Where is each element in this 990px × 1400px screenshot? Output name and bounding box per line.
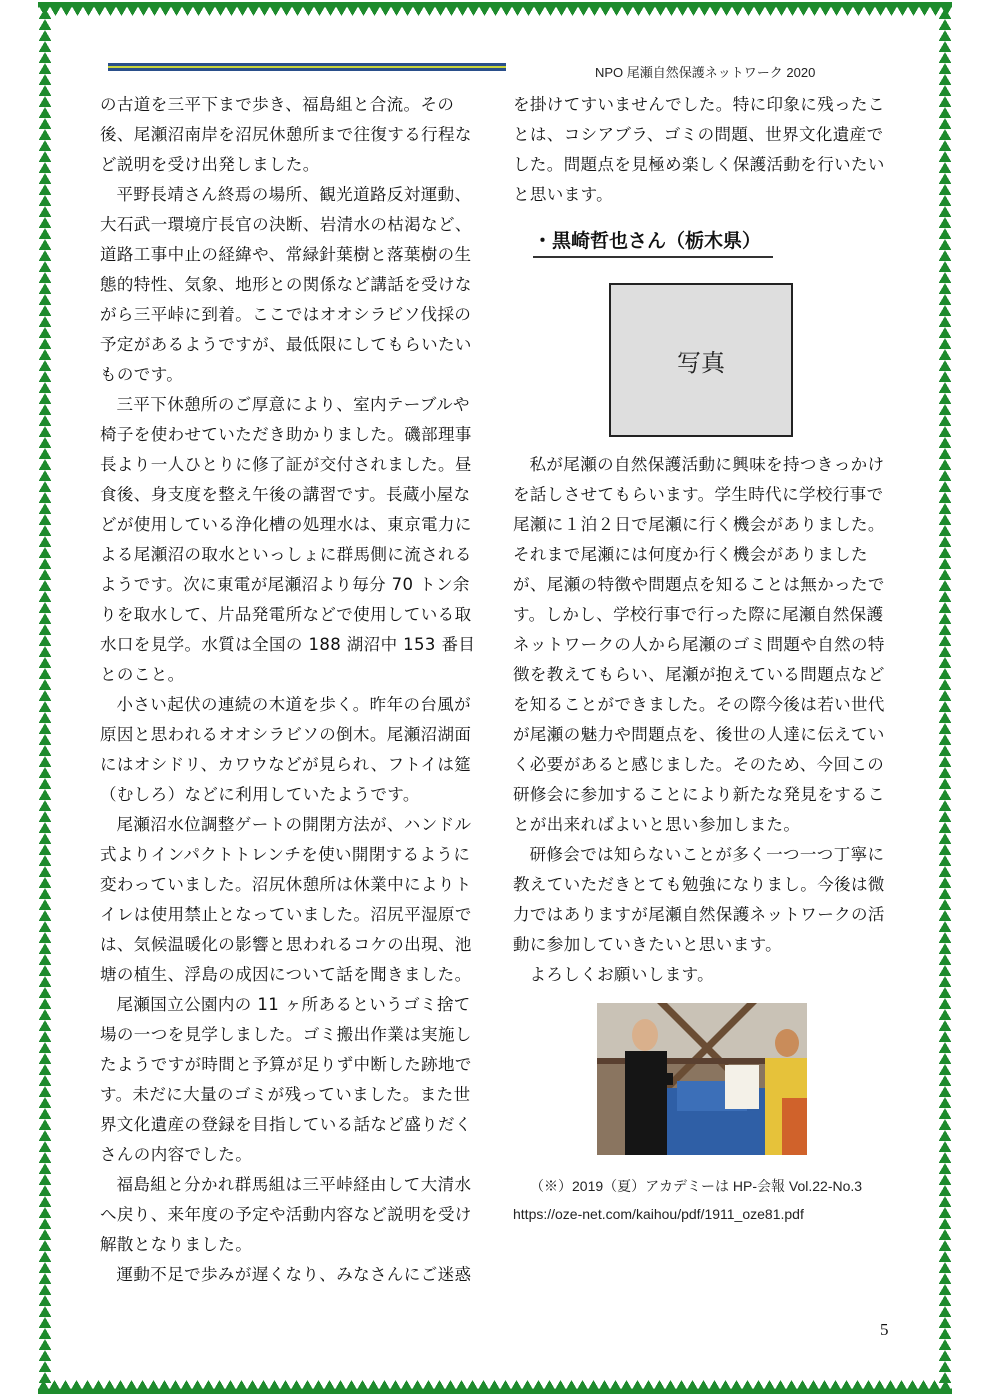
- header-rule: [108, 63, 506, 71]
- paragraph: 三平下休憩所のご厚意により、室内テーブルや椅子を使わせていただき助かりました。磯部理事長より一人ひとりに修了証が交付されました。昼食後、身支度を整え午後の講習です。長蔵小屋などが使用している浄化槽の処理水は、東京電力による尾瀬沼の取水といっしょに群馬側に流されるようです。次に東電が尾瀬沼より毎分 70 トン余りを取水して、片品発電所などで使用している取水口を見学。水質は全国の 188 湖沼中 153 番目とのこと。: [100, 395, 476, 684]
- left-column: [100, 90, 482, 1290]
- footnote-url: https://oze-net.com/kaihou/pdf/1911_oze81.pdf: [513, 1206, 804, 1222]
- photo-placeholder-label: 写真: [677, 348, 725, 377]
- border-bottom-trees: [38, 1380, 952, 1394]
- paragraph: よろしくお願いします。: [529, 965, 715, 984]
- paragraph: を掛けてすいませんでした。特に印象に残ったことは、コシアブラ、ゴミの問題、世界文化遺産でした。問題点を見極め楽しく保護活動を行いたいと思います。: [513, 95, 885, 204]
- paragraph: 尾瀬国立公園内の 11 ヶ所あるというゴミ捨て場の一つを見学しました。ゴミ搬出作業は実施したようですが時間と予算が足りず中断した跡地です。未だに大量のゴミが残っていました。また世界文化遺産の登録を目指している話など盛りだくさんの内容でした。: [100, 995, 472, 1164]
- paragraph: 私が尾瀬の自然保護活動に興味を持つきっかけを話しさせてもらいます。学生時代に学校行事で尾瀬に１泊２日で尾瀬に行く機会がありました。それまで尾瀬には何度か行く機会がありましたが、尾瀬の特徴や問題点を知ることは無かったです。しかし、学校行事で行った際に尾瀬自然保護ネットワークの人から尾瀬のゴミ問題や自然の特徴を教えてもらい、尾瀬が抱えている問題点などを知ることができました。その際今後は若い世代が尾瀬の魅力や問題点を、後世の人達に伝えていく必要があると感じました。そのため、今回この研修会に参加することにより新たな発見をすることが出来ればよいと思い参加しまた。: [513, 455, 885, 834]
- paragraph: の古道を三平下まで歩き、福島組と合流。その後、尾瀬沼南岸を沼尻休憩所まで往復する行程など説明を受け出発しました。: [100, 95, 472, 174]
- certificate-presentation-photo: [597, 1003, 807, 1155]
- right-column-top: [513, 90, 898, 210]
- paragraph: 尾瀬沼水位調整ゲートの開閉方法が、ハンドル式よりインパクトトレンチを使い開閉するように変わっていました。沼尻休憩所は休業中によりトイレは使用禁止となっていました。沼尻平湿原では、気候温暖化の影響と思われるコケの出現、池塘の植生、浮島の成因について話を聞きました。: [100, 815, 472, 984]
- right-column-body: [513, 450, 898, 990]
- page-number: 5: [880, 1320, 889, 1339]
- paragraph: 研修会では知らないことが多く一つ一つ丁寧に教えていただきとても勉強になりまし。今後は微力ではありますが尾瀬自然保護ネットワークの活動に参加していきたいと思います。: [513, 845, 885, 954]
- footnote-line-1: （※）2019（夏）アカデミーは HP-会報 Vol.22-No.3: [530, 1178, 863, 1194]
- paragraph: 福島組と分かれ群馬組は三平峠経由して大清水へ戻り、来年度の予定や活動内容など説明を受け解散となりました。: [100, 1175, 472, 1254]
- photo-placeholder: [609, 283, 793, 437]
- border-top-trees: [38, 2, 952, 16]
- paragraph: 小さい起伏の連続の木道を歩く。昨年の台風が原因と思われるオオシラビソの倒木。尾瀬沼湖面にはオシドリ、カワウなどが見られ、フトイは筵（むしろ）などに利用していたようです。: [100, 695, 472, 804]
- border-left-trees: [38, 8, 52, 1388]
- section-heading: ・黒崎哲也さん（栃木県）: [533, 226, 773, 258]
- header-title: NPO 尾瀬自然保護ネットワーク 2020: [595, 65, 816, 80]
- paragraph: 運動不足で歩みが遅くなり、みなさんにご迷惑: [116, 1265, 472, 1284]
- border-right-trees: [938, 8, 952, 1388]
- paragraph: 平野長靖さん終焉の場所、観光道路反対運動、大石武一環境庁長官の決断、岩清水の枯渇など、道路工事中止の経緯や、常緑針葉樹と落葉樹の生態的特性、気象、地形との関係など講話を受けながら三平峠に到着。ここではオオシラビソ伐採の予定があるようですが、最低限にしてもらいたいものです。: [100, 185, 472, 384]
